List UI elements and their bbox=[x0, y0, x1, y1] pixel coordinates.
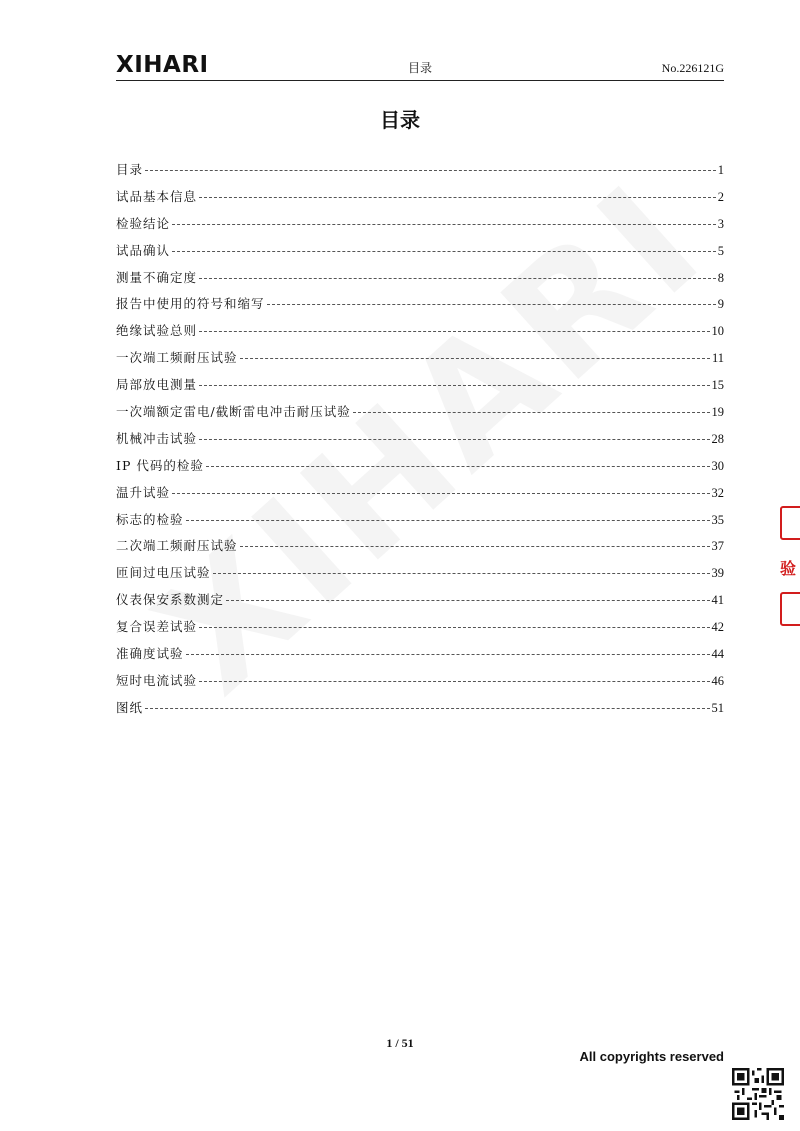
toc-entry[interactable] bbox=[116, 563, 724, 590]
toc-entry-label: 检验结论 bbox=[116, 215, 171, 231]
toc-leader-dots bbox=[240, 358, 710, 359]
toc-entry[interactable] bbox=[116, 402, 724, 429]
stamp-text: 验 bbox=[780, 559, 797, 578]
header-section-title: 目录 bbox=[407, 61, 432, 75]
toc-leader-dots bbox=[172, 493, 709, 494]
qr-code-icon bbox=[732, 1068, 784, 1120]
company-logo: XIHARI bbox=[116, 52, 209, 78]
toc-entry-page-number: 3 bbox=[717, 216, 724, 231]
toc-leader-dots bbox=[353, 412, 710, 413]
toc-entry-page-number: 9 bbox=[717, 297, 724, 312]
toc-entry-label: 目录 bbox=[116, 162, 144, 177]
toc-entry-page-number: 46 bbox=[711, 673, 724, 688]
toc-entry-label: 试品基本信息 bbox=[116, 188, 198, 204]
toc-entry-label: 准确度试验 bbox=[116, 646, 184, 662]
toc-entry[interactable] bbox=[116, 617, 724, 644]
toc-leader-dots bbox=[199, 385, 709, 386]
toc-entry[interactable] bbox=[116, 590, 724, 617]
page-number: 1 / 51 bbox=[386, 1036, 414, 1050]
toc-entry-page-number: 5 bbox=[717, 243, 724, 258]
toc-entry-label: 局部放电测量 bbox=[116, 377, 198, 393]
toc-leader-dots bbox=[206, 466, 710, 467]
toc-entry-label: 匝间过电压试验 bbox=[116, 565, 211, 581]
toc-entry[interactable] bbox=[116, 483, 724, 510]
toc-entry[interactable] bbox=[116, 187, 724, 214]
toc-entry-page-number: 32 bbox=[711, 485, 724, 500]
toc-leader-dots bbox=[145, 708, 709, 709]
toc-entry-page-number: 15 bbox=[711, 378, 724, 393]
stamp-box-top bbox=[780, 506, 800, 540]
page-header bbox=[116, 54, 724, 81]
toc-entry-page-number: 37 bbox=[711, 539, 724, 554]
toc-entry-label: 绝缘试验总则 bbox=[116, 323, 198, 339]
toc-entry-label: 短时电流试验 bbox=[116, 672, 198, 688]
table-of-contents bbox=[116, 160, 724, 725]
toc-entry[interactable] bbox=[116, 698, 724, 725]
toc-leader-dots bbox=[199, 627, 709, 628]
toc-entry-page-number: 30 bbox=[711, 458, 724, 473]
toc-entry-label: 图纸 bbox=[116, 699, 144, 715]
toc-entry-page-number: 8 bbox=[717, 270, 724, 285]
toc-entry-label: 一次端额定雷电/截断雷电冲击耐压试验 bbox=[116, 404, 351, 420]
report-number: No.226121G bbox=[661, 61, 724, 75]
toc-entry-label: 一次端工频耐压试验 bbox=[116, 350, 238, 366]
toc-entry-page-number: 44 bbox=[711, 647, 724, 662]
toc-entry[interactable] bbox=[116, 375, 724, 402]
toc-entry[interactable] bbox=[116, 510, 724, 537]
toc-entry[interactable] bbox=[116, 456, 724, 483]
toc-leader-dots bbox=[213, 573, 710, 574]
toc-entry-label: 报告中使用的符号和缩写 bbox=[116, 296, 265, 312]
toc-entry[interactable] bbox=[116, 241, 724, 268]
toc-entry-label: 温升试验 bbox=[116, 484, 171, 500]
toc-entry-label: 测量不确定度 bbox=[116, 269, 198, 285]
toc-leader-dots bbox=[172, 251, 716, 252]
red-stamp bbox=[772, 500, 800, 630]
toc-entry-label: IP 代码的检验 bbox=[116, 457, 204, 473]
toc-entry[interactable] bbox=[116, 429, 724, 456]
toc-leader-dots bbox=[186, 520, 710, 521]
toc-leader-dots bbox=[186, 654, 710, 655]
toc-entry-page-number: 35 bbox=[711, 512, 724, 527]
toc-entry[interactable] bbox=[116, 268, 724, 295]
toc-entry-page-number: 10 bbox=[711, 324, 724, 339]
toc-entry[interactable] bbox=[116, 294, 724, 321]
page-title: 目录 bbox=[380, 108, 420, 132]
toc-entry-page-number: 2 bbox=[717, 189, 724, 204]
toc-entry[interactable] bbox=[116, 160, 724, 187]
toc-entry-page-number: 42 bbox=[711, 620, 724, 635]
toc-entry-page-number: 28 bbox=[711, 431, 724, 446]
copyright-notice: All copyrights reserved bbox=[579, 1049, 724, 1064]
toc-leader-dots bbox=[199, 197, 716, 198]
toc-entry[interactable] bbox=[116, 214, 724, 241]
toc-leader-dots bbox=[240, 546, 710, 547]
toc-entry-page-number: 39 bbox=[711, 566, 724, 581]
toc-entry[interactable] bbox=[116, 321, 724, 348]
toc-leader-dots bbox=[199, 439, 709, 440]
toc-entry[interactable] bbox=[116, 671, 724, 698]
toc-leader-dots bbox=[145, 170, 716, 171]
stamp-box-bottom bbox=[780, 592, 800, 626]
toc-entry-label: 标志的检验 bbox=[116, 511, 184, 527]
toc-leader-dots bbox=[199, 278, 716, 279]
toc-leader-dots bbox=[199, 681, 709, 682]
toc-entry-label: 仪表保安系数测定 bbox=[116, 592, 225, 608]
toc-entry-page-number: 1 bbox=[717, 163, 724, 177]
toc-entry-page-number: 41 bbox=[711, 593, 724, 608]
toc-entry-label: 复合误差试验 bbox=[116, 619, 198, 635]
toc-entry-page-number: 19 bbox=[711, 405, 724, 420]
toc-entry-label: 试品确认 bbox=[116, 242, 171, 258]
toc-entry-label: 机械冲击试验 bbox=[116, 430, 198, 446]
toc-entry[interactable] bbox=[116, 348, 724, 375]
toc-entry[interactable] bbox=[116, 536, 724, 563]
toc-leader-dots bbox=[267, 304, 716, 305]
toc-leader-dots bbox=[199, 331, 709, 332]
toc-leader-dots bbox=[226, 600, 709, 601]
toc-entry-page-number: 51 bbox=[711, 700, 724, 715]
toc-leader-dots bbox=[172, 224, 716, 225]
toc-entry-label: 二次端工频耐压试验 bbox=[116, 538, 238, 554]
toc-entry[interactable] bbox=[116, 644, 724, 671]
toc-entry-page-number: 11 bbox=[711, 351, 724, 366]
